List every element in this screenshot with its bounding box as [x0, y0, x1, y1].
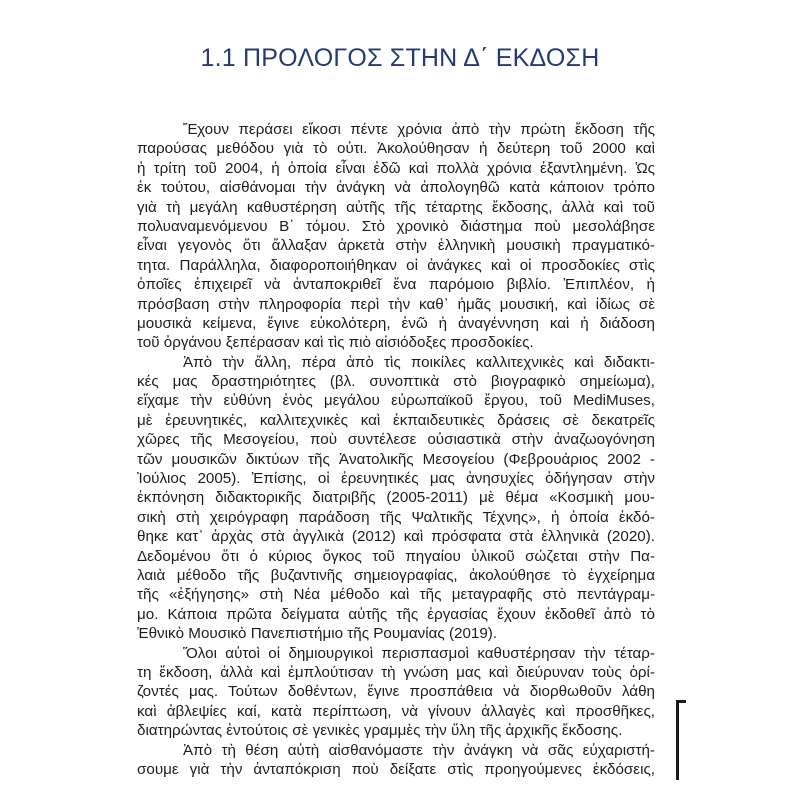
text-line: ἐκπόνηση διδακτορικῆς διατριβῆς (2005-2011) μὲ θέμα «Κοσμικὴ μου-	[137, 489, 655, 507]
body-text	[137, 120, 655, 779]
text-line: τητα. Παράλληλα, διαφοροποιήθηκαν οἱ ἀνάγκες καὶ οἱ προσδοκίες στὶς	[137, 256, 655, 274]
text-line: Ἔχουν περάσει εἴκοσι πέντε χρόνια ἀπὸ τὴν πρώτη ἔκδοση τῆς	[183, 121, 655, 138]
text-line: Δεδομένου ὅτι ὁ κύριος ὄγκος τοῦ πηγαίου ὑλικοῦ σώζεται στὴν Πα-	[137, 547, 655, 565]
text-line: ὁποῖες ἐπιχειρεῖ νὰ ἀνταποκριθεῖ ἕνα παρόμοιο βιβλίο. Ἐπιπλέον, ἡ	[137, 276, 655, 294]
text-line: τῶν μουσικῶν δικτύων τῆς Ἀνατολικῆς Μεσογείου (Φεβρουάριος 2002 -	[137, 450, 655, 468]
text-line: μὲ ἐρευνητικές, καλλιτεχνικὲς καὶ ἐκπαιδευτικὲς δράσεις σὲ δεκατρεῖς	[137, 411, 655, 429]
text-line: λαιὰ μέθοδο τῆς βυζαντινῆς σημειογραφίας, ἀκολούθησε τὸ ἐγχείρημα	[137, 566, 655, 584]
text-line: Ἀπὸ τὴ θέση αὐτὴ αἰσθανόμαστε τὴν ἀνάγκη νὰ σᾶς εὐχαριστή-	[183, 741, 655, 759]
text-line: παρούσας μεθόδου γιὰ τὸ οὐτι. Ἀκολούθησαν ἡ δεύτερη τοῦ 2000 καὶ	[137, 140, 655, 158]
text-line: γιὰ τὴ μεγάλη καθυστέρηση αὐτῆς τῆς τέταρτης ἔκδοσης, ἀλλὰ καὶ τοῦ	[137, 198, 655, 216]
text-line: ἐκ τούτου, αἰσθάνομαι τὴν ἀνάγκη νὰ ἀπολογηθῶ κατὰ κάποιον τρόπο	[137, 179, 655, 197]
text-line: διατηρώντας ἐντούτοις σὲ γενικὲς γραμμὲς τὴν ὕλη τῆς ἀρχικῆς ἔκδοσης.	[137, 722, 623, 740]
text-line: Ἐθνικὸ Μουσικὸ Πανεπιστήμιο τῆς Ρουμανίας (2019).	[137, 625, 498, 643]
text-line: Ἀπὸ τὴν ἄλλη, πέρα ἀπὸ τὶς ποικίλες καλλιτεχνικὲς καὶ διδακτι-	[183, 353, 655, 371]
text-line: εἴχαμε τὴν εὐθύνη ἑνὸς μεγάλου εὐρωπαϊκοῦ ἔργου, τοῦ MediMuses,	[137, 392, 655, 410]
text-line: τοῦ ὀργάνου ξεπέρασαν καὶ τὶς πιὸ αἰσιόδοξες προσδοκίες.	[137, 334, 534, 352]
text-line: ἡ τρίτη τοῦ 2004, ἡ ὁποία εἶναι ἐδῶ καὶ πολλὰ χρόνια ἐξαντλημένη. Ὡς	[137, 159, 655, 177]
text-line: σουμε γιὰ τὴν ἀνταπόκριση ποὺ δείξατε στὶς προηγούμενες ἐκδόσεις,	[137, 760, 655, 778]
text-line: τη ἔκδοση, ἀλλὰ καὶ ἐμπλούτισαν τὴ γνώση μας καὶ διεύρυναν τοὺς ὁρί-	[137, 663, 655, 681]
text-line: μουσικὰ κείμενα, ἔγινε εὐκολότερη, ἐνῶ ἡ ἀναγέννηση καὶ ἡ διάδοση	[137, 314, 655, 332]
text-line: χῶρες τῆς Μεσογείου, ποὺ συντέλεσε οὐσιαστικὰ στὴν ἀναζωογόνηση	[137, 431, 655, 449]
text-line: κές μας δραστηριότητες (βλ. συνοπτικὰ στὸ βιογραφικὸ σημείωμα),	[137, 373, 655, 391]
text-line: θηκε κατ᾽ ἀρχὰς στὰ ἀγγλικὰ (2012) καὶ πρόσφατα στὰ ἑλληνικὰ (2020).	[137, 528, 655, 546]
text-line: σικὴ στὴ χειρόγραφη παράδοση τῆς Ψαλτικῆς Τέχνης», ἡ ὁποία ἐκδό-	[137, 508, 655, 526]
text-line: Ὅλοι αὐτοὶ οἱ δημιουργικοὶ περισπασμοὶ καθυστέρησαν τὴν τέταρ-	[183, 644, 655, 662]
text-line: Ἰούλιος 2005). Ἐπίσης, οἱ ἐρευνητικές μας ἀνησυχίες ὁδήγησαν στὴν	[137, 470, 655, 488]
text-line: πρόσβαση στὴν πληροφορία περὶ τὴν καθ᾽ ἡμᾶς μουσική, καὶ ἰδίως σὲ	[137, 295, 655, 313]
text-line: τῆς «ἐξήγησης» στὴ Νέα μέθοδο καὶ τῆς μεταγραφῆς στὸ πεντάγραμ-	[137, 586, 655, 604]
text-line: πολυαναμενόμενου Β΄ τόμου. Στὸ χρονικὸ διάστημα ποὺ μεσολάβησε	[137, 217, 655, 235]
text-line: καὶ ἀβλεψίες καί, κατὰ περίπτωση, νὰ γίνουν ἀλλαγὲς καὶ προσθῆκες,	[137, 702, 655, 720]
page-title: 1.1 ΠΡΟΛΟΓΟΣ ΣΤΗΝ Δ΄ ΕΚΔΟΣΗ	[200, 44, 600, 72]
text-line: μο. Κάποια πρῶτα δείγματα αὐτῆς τῆς ἐργασίας ἔχουν ἐκδοθεῖ ἀπὸ τὸ	[137, 605, 655, 623]
text-line: ζοντές μας. Τούτων δοθέντων, ἔγινε προσπάθεια νὰ διορθωθοῦν λάθη	[137, 683, 655, 701]
page-edge-marker	[676, 700, 686, 780]
text-line: εἶναι γεγονὸς ὅτι ἄλλαξαν ἀρκετὰ στὴν ἑλληνικὴ μουσικὴ πραγματικό-	[137, 237, 655, 255]
